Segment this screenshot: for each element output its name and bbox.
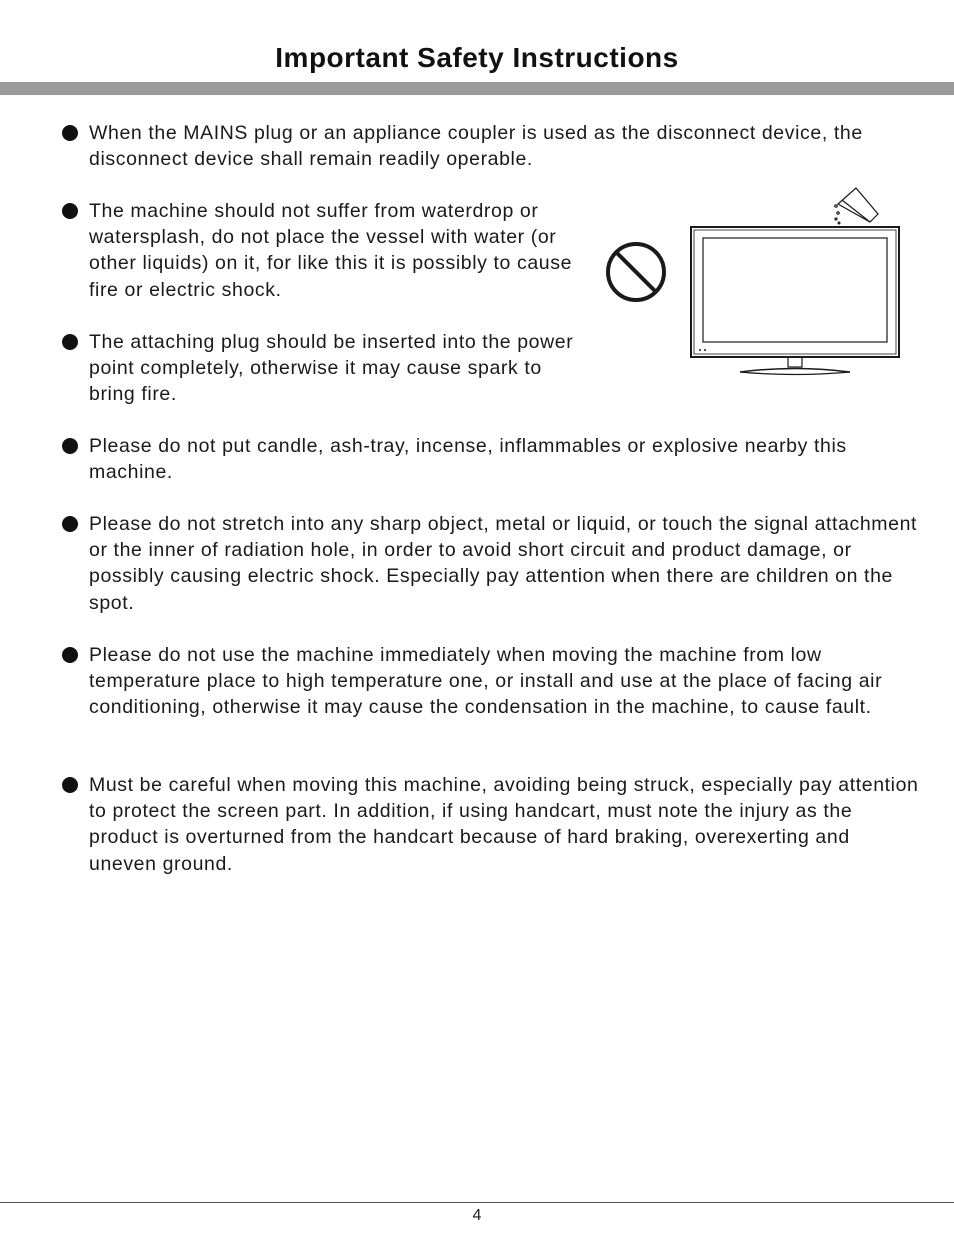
instruction-text: The attaching plug should be inserted into the power point completely, otherwise it may cause spark to bring fire.	[89, 331, 574, 406]
tv-icon	[691, 227, 899, 375]
bullet-icon	[62, 777, 78, 793]
header-bar	[0, 82, 954, 95]
bullet-icon	[62, 203, 78, 219]
list-item	[62, 198, 592, 303]
page-number: 4	[472, 1207, 482, 1224]
list-item	[62, 329, 592, 408]
instruction-text: When the MAINS plug or an appliance coupler is used as the disconnect device, the disconnect device shall remain readily operable.	[89, 122, 863, 171]
bullet-icon	[62, 516, 78, 532]
bullet-icon	[62, 438, 78, 454]
instruction-text: Must be careful when moving this machine, avoiding being struck, especially pay attention to protect the screen part. In addition, if using handcart, must note the injury as the product is overturned from the handcart because of hard braking, overexerting and uneven ground.	[89, 774, 919, 875]
list-item	[62, 642, 922, 721]
bullet-icon	[62, 125, 78, 141]
page-title: Important Safety Instructions	[275, 42, 679, 73]
illustration	[600, 182, 910, 382]
list-item	[62, 511, 922, 616]
instruction-text: Please do not put candle, ash-tray, incense, inflammables or explosive nearby this machine.	[89, 435, 847, 484]
instruction-text: Please do not use the machine immediately when moving the machine from low temperature place to high temperature one, or install and use at the place of facing air conditioning, otherwise it may cause the condensation in the machine, to cause fault.	[89, 644, 883, 719]
list-item	[62, 433, 922, 485]
prohibition-icon	[608, 244, 664, 300]
footer-rule	[0, 1202, 954, 1203]
bullet-icon	[62, 647, 78, 663]
bullet-icon	[62, 334, 78, 350]
instruction-text: The machine should not suffer from waterdrop or watersplash, do not place the vessel with water (or other liquids) on it, for like this it is possibly to cause fire or electric shock.	[89, 200, 573, 301]
list-item	[62, 120, 922, 172]
list-item	[62, 772, 922, 877]
water-vessel-icon	[835, 188, 878, 224]
instruction-text: Please do not stretch into any sharp object, metal or liquid, or touch the signal attachment or the inner of radiation hole, in order to avoid short circuit and product damage, or possibly causing electric shock. Especially pay attention when there are children on the spot.	[89, 513, 918, 614]
